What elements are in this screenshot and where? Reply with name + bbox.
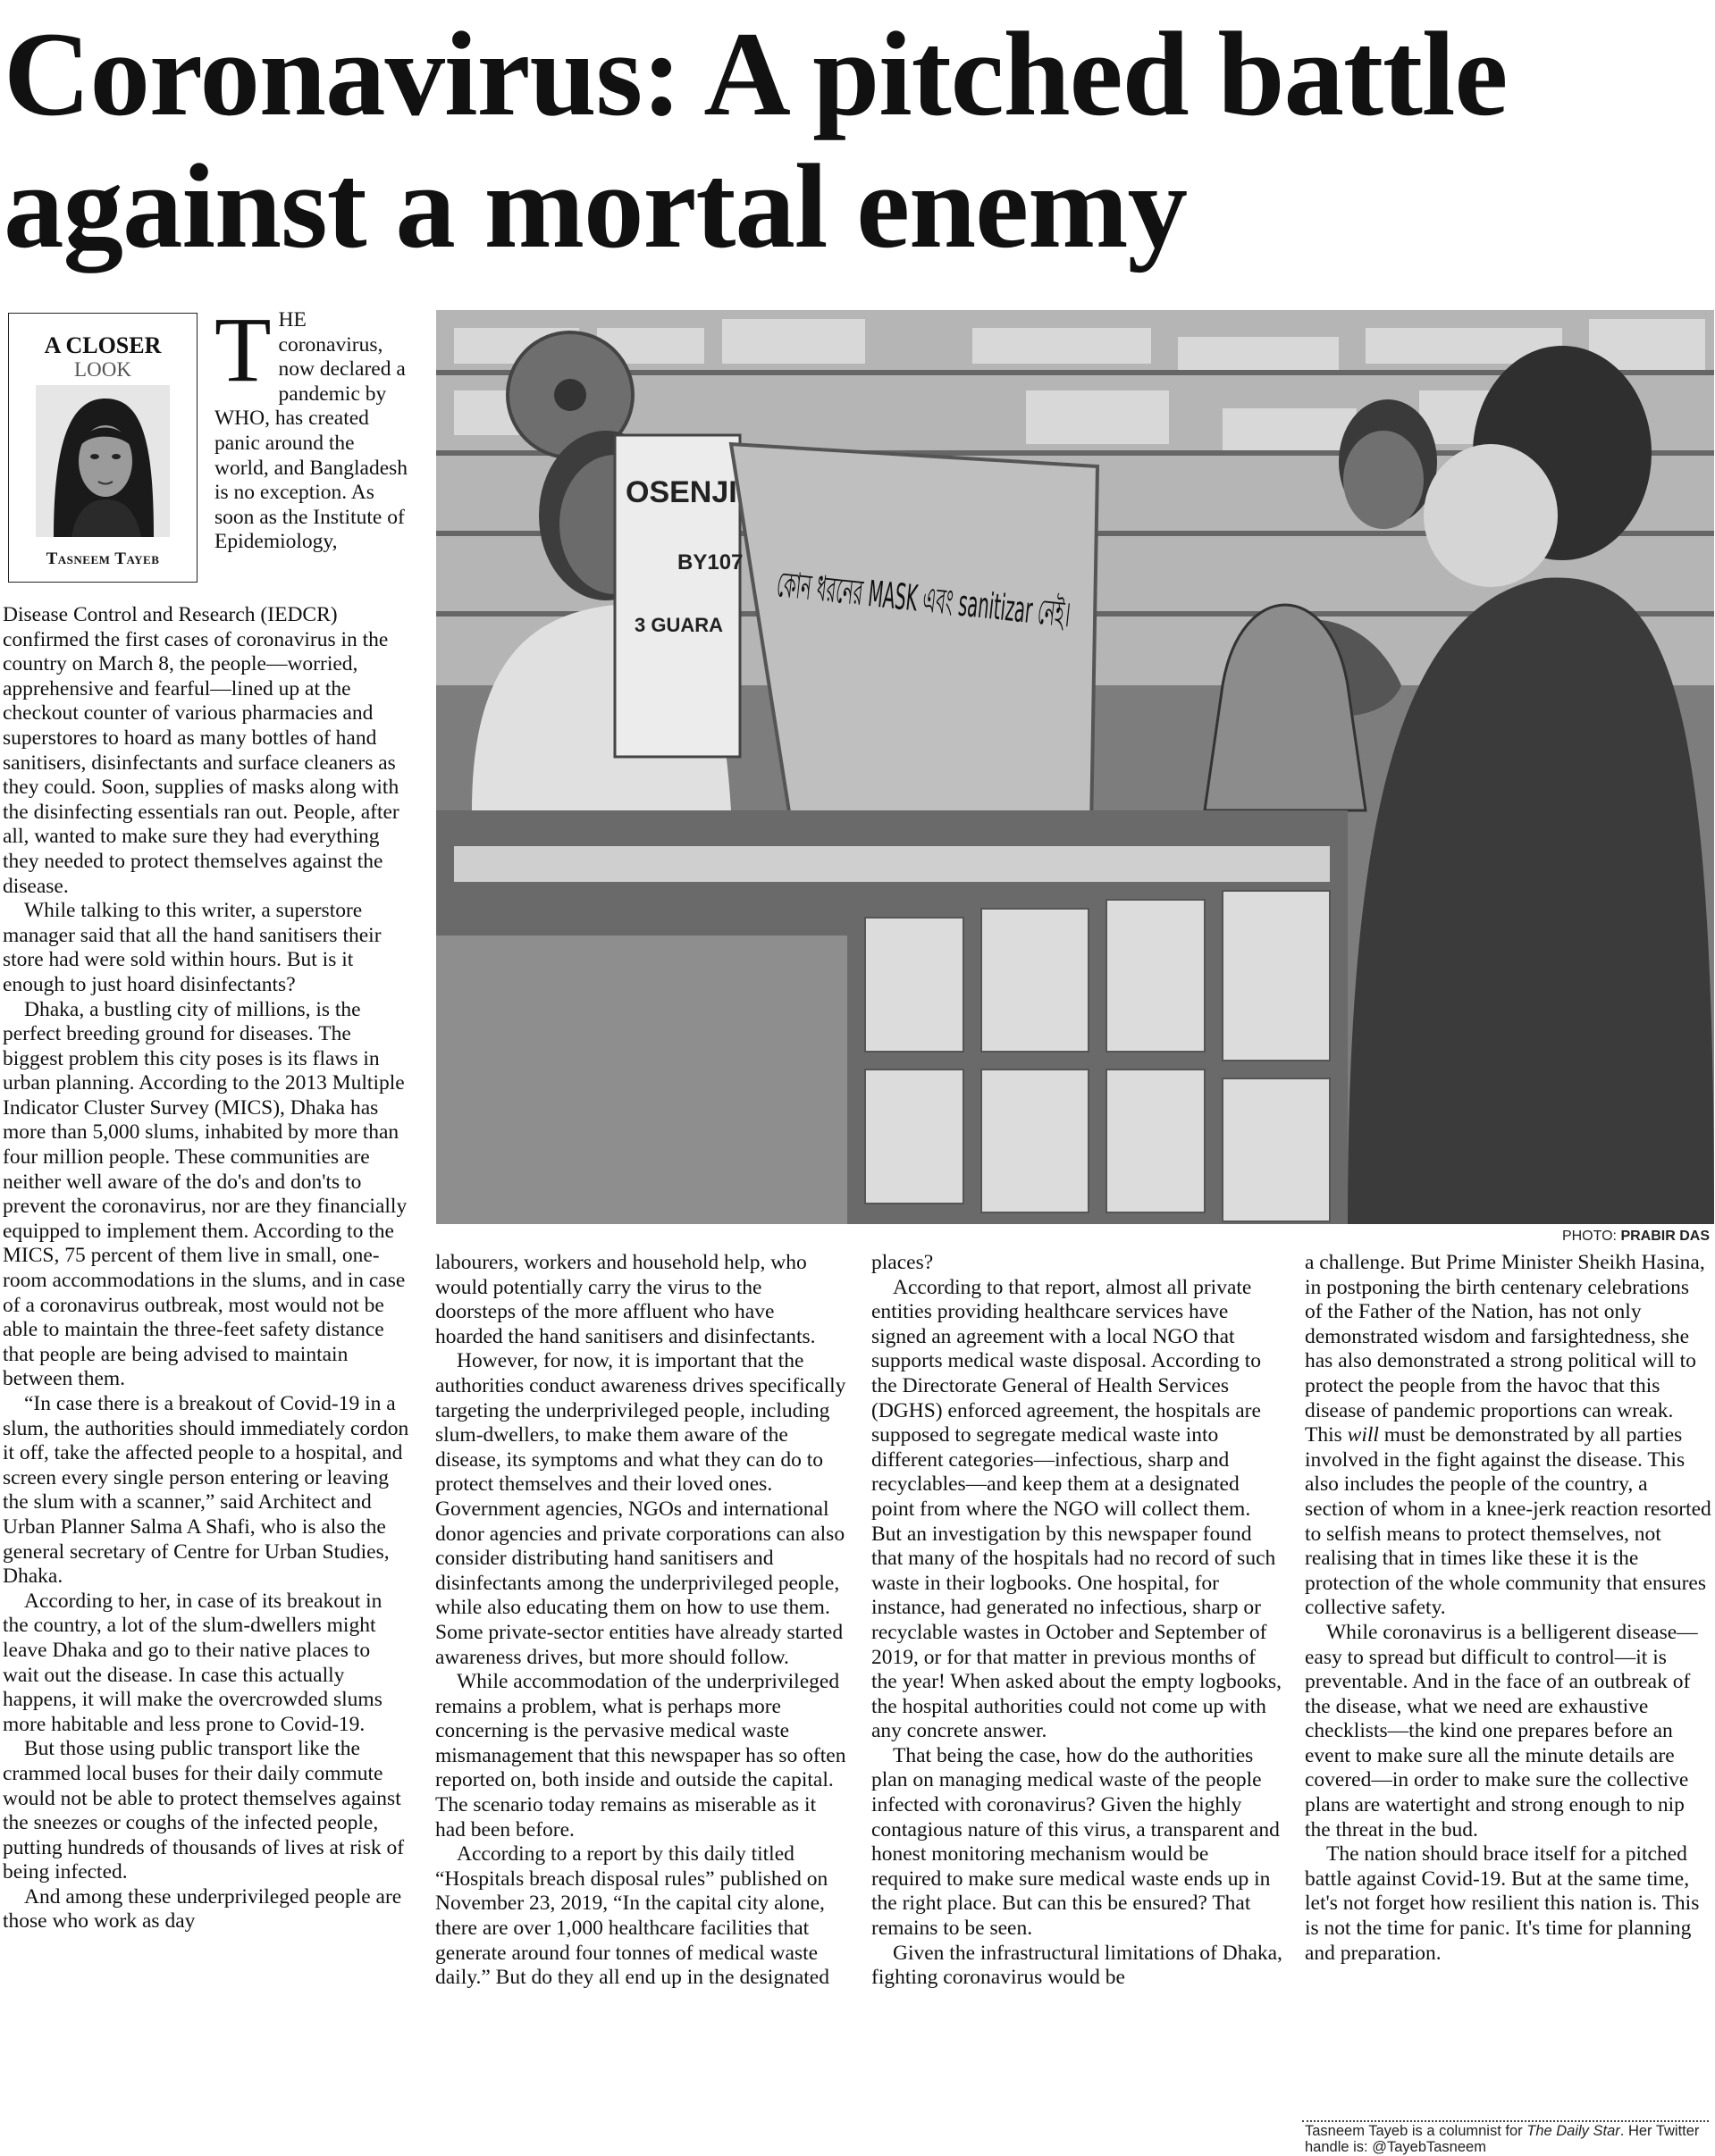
paragraph: Dhaka, a bustling city of millions, is the perfect breeding ground for diseases. The biggest problem this city poses is its flaws in urban planning. According to the 2013 Multiple Indicator Cluster Survey (MICS), Dhaka has more than 5,000 slums, inhabited by more than four million people. These communities are neither well aware of the do's and don'ts to prevent the coronavirus, nor are they financially equipped to implement them. According to the MICS, 75 percent of them live in small, one-room accommodations in the slums, and in case of a coronavirus outbreak, most would not be able to maintain the three-feet safety distance that people are being advised to maintain between them. [3,997,408,1391]
paragraph: labourers, workers and household help, who would potentially carry the virus to the doorsteps of the more affluent who have hoarded the hand sanitisers and disinfectants. [435,1251,816,1348]
intro-narrow-text: HE coronavirus, now declared a pandemic by WHO, has created panic around the world, and Bangladesh is no exception. As soon as the Institute of Epidemiology, [214,308,408,554]
paragraph: According to a report by this daily titled “Hospitals breach disposal rules” published on November 23, 2019, “In the capital city alone, there are over 1,000 healthcare facilities that generate around four tonnes of medical waste daily.” But do they all end up in the designated [435,1842,829,1990]
paragraph: a challenge. But Prime Minister Sheikh Hasina, in postponing the birth centenary celebrations of the Father of the Nation, has not only demonstrated wisdom and farsightedness, she has also demonstrated a strong political will to protect the people from the havoc that this disease of pandemic proportions can wreak. This will must be demonstrated by all parties involved in the fight against the disease. This also includes the people of the country, a section of whom in a knee-jerk reaction resorted to selfish means to protect themselves, not realising that in times like these it is the protection of the whole community that ensures collective safety. [1305,1251,1711,1620]
paragraph: The nation should brace itself for a pitched battle against Covid-19. But at the same time, let's not forget how resilient this nation is. This is not the time for panic. It's time for planning and preparation. [1305,1842,1700,1965]
author-footnote: Tasneem Tayeb is a columnist for The Daily Star. Her Twitter handle is: @TayebTasneem [1305,2123,1700,2155]
paragraph: places? [871,1251,934,1274]
box-guarantee-text: 3 GUARA [635,614,724,636]
paragraph: But those using public transport like the crammed local buses for their daily commute would not be able to protect themselves against the sneezes or coughs of the infected people, putting hundreds of thousands of lives at risk of being infected. [3,1737,405,1884]
headline: Coronavirus: A pitched battle against a mortal enemy [4,8,1508,273]
column-title: A CLOSER [44,332,162,358]
credit-name: PRABIR DAS [1620,1229,1710,1244]
publication-name: The Daily Star [1526,2123,1620,2139]
footer-divider [1302,2120,1709,2122]
paragraph: Given the infrastructural limitations of Dhaka, fighting coronavirus would be [871,1941,1282,1990]
paragraph: While accommodation of the underprivileged remains a problem, what is perhaps more concerning is the pervasive medical waste mismanagement that this newspaper has so often reported on, both inside and outside the capital. The scenario today remains as miserable as it had been before. [435,1670,846,1841]
paragraph: And among these underprivileged people are those who work as day [3,1884,402,1934]
paragraph: That being the case, how do the authorities plan on managing medical waste of the people infected with coronavirus? Given the highly contagious nature of this virus, a transparent and honest monitoring mechanism would be required to make sure medical waste ends up in the right place. But can this be ensured? That remains to be seen. [871,1743,1280,1941]
intro-narrow [214,298,409,555]
columnist-box [8,313,198,583]
column-3 [871,1251,1282,1991]
column-2 [435,1251,846,1991]
photo-credit [1562,1229,1710,1245]
author-portrait [36,385,170,537]
column-1 [3,603,410,1934]
paragraph: “In case there is a breakout of Covid-19 in a slum, the authorities should immediately cordon it off, take the affected people to a hospital, and screen every single person entering or leaving the slum with a scanner,” said Architect and Urban Planner Salma A Shafi, who is also the general secretary of Centre for Urban Studies, Dhaka. [3,1392,409,1589]
paragraph: While talking to this writer, a superstore manager said that all the hand sanitisers their store had were sold within hours. But is it enough to just hoard disinfectants? [3,899,382,996]
author-byline: Tasneem Tayeb [46,549,160,568]
credit-label: PHOTO: [1561,1229,1617,1244]
paragraph: While coronavirus is a belligerent disease—easy to spread but difficult to control—it is preventable. And in the face of an outbreak of the disease, what we need are exhaustive checklists—the kind one prepares before an event to make sure all the minute details are covered—in order to make sure the collective plans are watertight and strong enough to nip the threat in the bud. [1305,1620,1698,1841]
paragraph: According to her, in case of its breakout in the country, a lot of the slum-dwellers might leave Dhaka and go to their native places to wait out the disease. In case this actually happens, it will make the overcrowded slums more habitable and less prone to Covid-19. [3,1589,383,1736]
pharmacy-photo [436,310,1714,1224]
box-brand-text: OSENJI [626,475,737,509]
paragraph: According to that report, almost all private entities providing healthcare services have signed an agreement with a local NGO that supports medical waste disposal. According to the Directorate General of Health Services (DGHS) enforced agreement, the hospitals are supposed to segregate medical waste into different categories—infectious, sharp and recyclables—and keep them at a designated point from where the NGO will collect them. But an investigation by this newspaper found that many of the hospitals had no record of such waste in their logbooks. One hospital, for instance, had generated no infectious, sharp or recyclable wastes in October and September of 2019, or for that matter in previous months of the year! When asked about the empty logbooks, the hospital authorities could not come up with any concrete answer. [871,1275,1282,1743]
column-subtitle: LOOK [74,358,131,381]
paragraph: Disease Control and Research (IEDCR) confirmed the first cases of coronavirus in the country on March 8, the people—worried, apprehensive and fearful—lined up at the checkout counter of various pharmacies and superstores to hoard as many bottles of hand sanitisers, disinfectants and surface cleaners as they could. Soon, supplies of masks along with the disinfecting essentials ran out. People, after all, wanted to make sure they had everything they needed to protect themselves against the disease. [3,603,399,898]
column-4 [1305,1251,1711,1966]
paragraph: However, for now, it is important that the authorities conduct awareness drives specifically targeting the underprivileged people, including slum-dwellers, to make them aware of the disease, its symptoms and what they can do to protect themselves and their loved ones. Government agencies, NGOs and international donor agencies and private corporations can also consider distributing hand sanitisers and disinfectants among the underprivileged people, while also educating them on how to use them. Some private-sector entities have already started awareness drives, but more should follow. [435,1349,846,1669]
drop-cap: T [214,298,272,401]
box-model-text: BY107 [677,550,744,575]
